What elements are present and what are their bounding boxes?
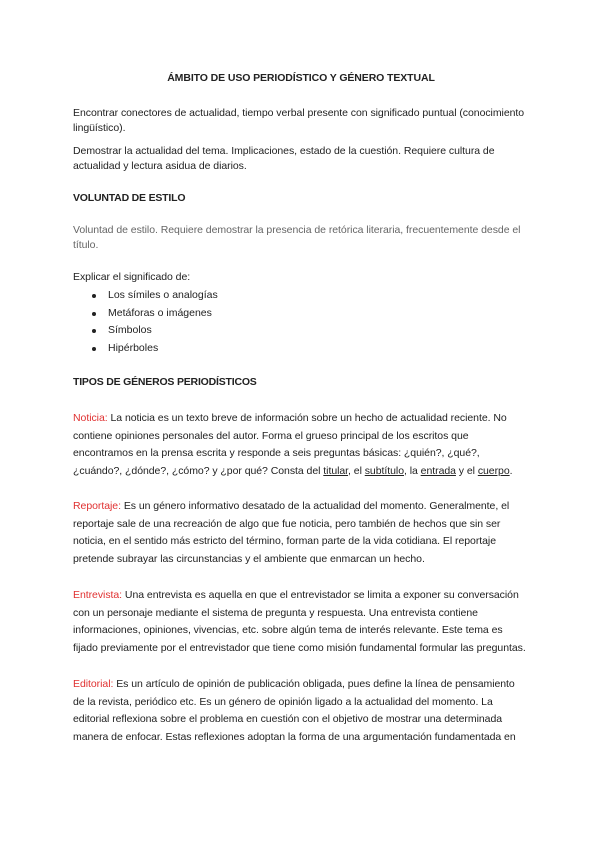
separator: , la bbox=[403, 464, 421, 477]
list-item: Hipérboles bbox=[73, 340, 218, 358]
separator: . bbox=[509, 464, 513, 477]
genre-term-editorial: Editorial: bbox=[73, 678, 114, 690]
genre-reportaje bbox=[73, 498, 529, 568]
list-item: Los símiles o analogías bbox=[73, 287, 218, 305]
genre-entrevista bbox=[73, 587, 529, 657]
estilo-description: Voluntad de estilo. Requiere demostrar la presencia de retórica literaria, frecuentemente desde el título. bbox=[73, 224, 521, 251]
genre-term-reportaje: Reportaje: bbox=[73, 500, 121, 512]
list-item: Símbolos bbox=[73, 322, 218, 340]
section-heading-estilo: VOLUNTAD DE ESTILO bbox=[73, 192, 186, 204]
link-subtitulo[interactable]: subtítulo bbox=[364, 464, 404, 477]
document-title: ÁMBITO DE USO PERIODÍSTICO Y GÉNERO TEXTUAL bbox=[167, 72, 435, 84]
genre-text-reportaje: Es un género informativo desatado de la actualidad del momento. Generalmente, el reportaje sale de una recreación de algo que fue noticia, pero también de hechos que sin ser noticia, en el sentido más estricto del término, forman parte de la vida cotidiana. El reportaje pretende subrayar las circunstancias y el ambiente que enmarcan un hecho. bbox=[73, 500, 510, 565]
link-titular[interactable]: titular bbox=[323, 464, 349, 477]
genre-text-noticia: La noticia es un texto breve de información sobre un hecho de actualidad reciente. No contiene opiniones personales del autor. Forma el grueso principal de los escritos que encontramos en la prensa escrita y responde a seis preguntas básicas: ¿quién?, ¿qué?, ¿cuándo?, ¿dónde?, ¿cómo? y ¿por qué? Consta del bbox=[73, 412, 507, 477]
intro-paragraph-2: Demostrar la actualidad del tema. Implicaciones, estado de la cuestión. Requiere cultura de actualidad y lectura asidua de diarios. bbox=[73, 145, 495, 172]
separator: , el bbox=[348, 464, 365, 477]
list-item: Metáforas o imágenes bbox=[73, 305, 218, 323]
genre-term-entrevista: Entrevista: bbox=[73, 589, 123, 601]
section-heading-generos: TIPOS DE GÉNEROS PERIODÍSTICOS bbox=[73, 376, 257, 388]
figuras-list bbox=[73, 287, 218, 357]
genre-term-noticia: Noticia: bbox=[73, 412, 108, 424]
link-entrada[interactable]: entrada bbox=[420, 464, 456, 477]
genre-noticia bbox=[73, 410, 529, 480]
genre-text-entrevista: Una entrevista es aquella en que el entrevistador se limita a exponer su conversación con un personaje mediante el sistema de pregunta y respuesta. Una entrevista contiene informaciones, opiniones, vivencias, etc. sobre algún tema de interés relevante. Este tema es fijado previamente por el entrevistador que tiene como misión fundamental formular las preguntas. bbox=[73, 589, 526, 654]
separator: y el bbox=[455, 464, 478, 477]
genre-text-editorial: Es un artículo de opinión de publicación obligada, pues define la línea de pensamiento de la revista, periódico etc. Es un género de opinión ligado a la actualidad del momento. La editorial reflexiona sobre el problema en cuestión con el objetivo de mostrar una determinada manera de enfocar. Estas reflexiones adoptan la forma de una argumentación fundamentada en bbox=[73, 678, 516, 743]
genre-editorial bbox=[73, 676, 529, 746]
intro-paragraph-1: Encontrar conectores de actualidad, tiempo verbal presente con significado puntual (conocimiento lingüístico). bbox=[73, 107, 525, 134]
link-cuerpo[interactable]: cuerpo bbox=[477, 464, 510, 477]
estilo-lead: Explicar el significado de: bbox=[73, 271, 191, 283]
